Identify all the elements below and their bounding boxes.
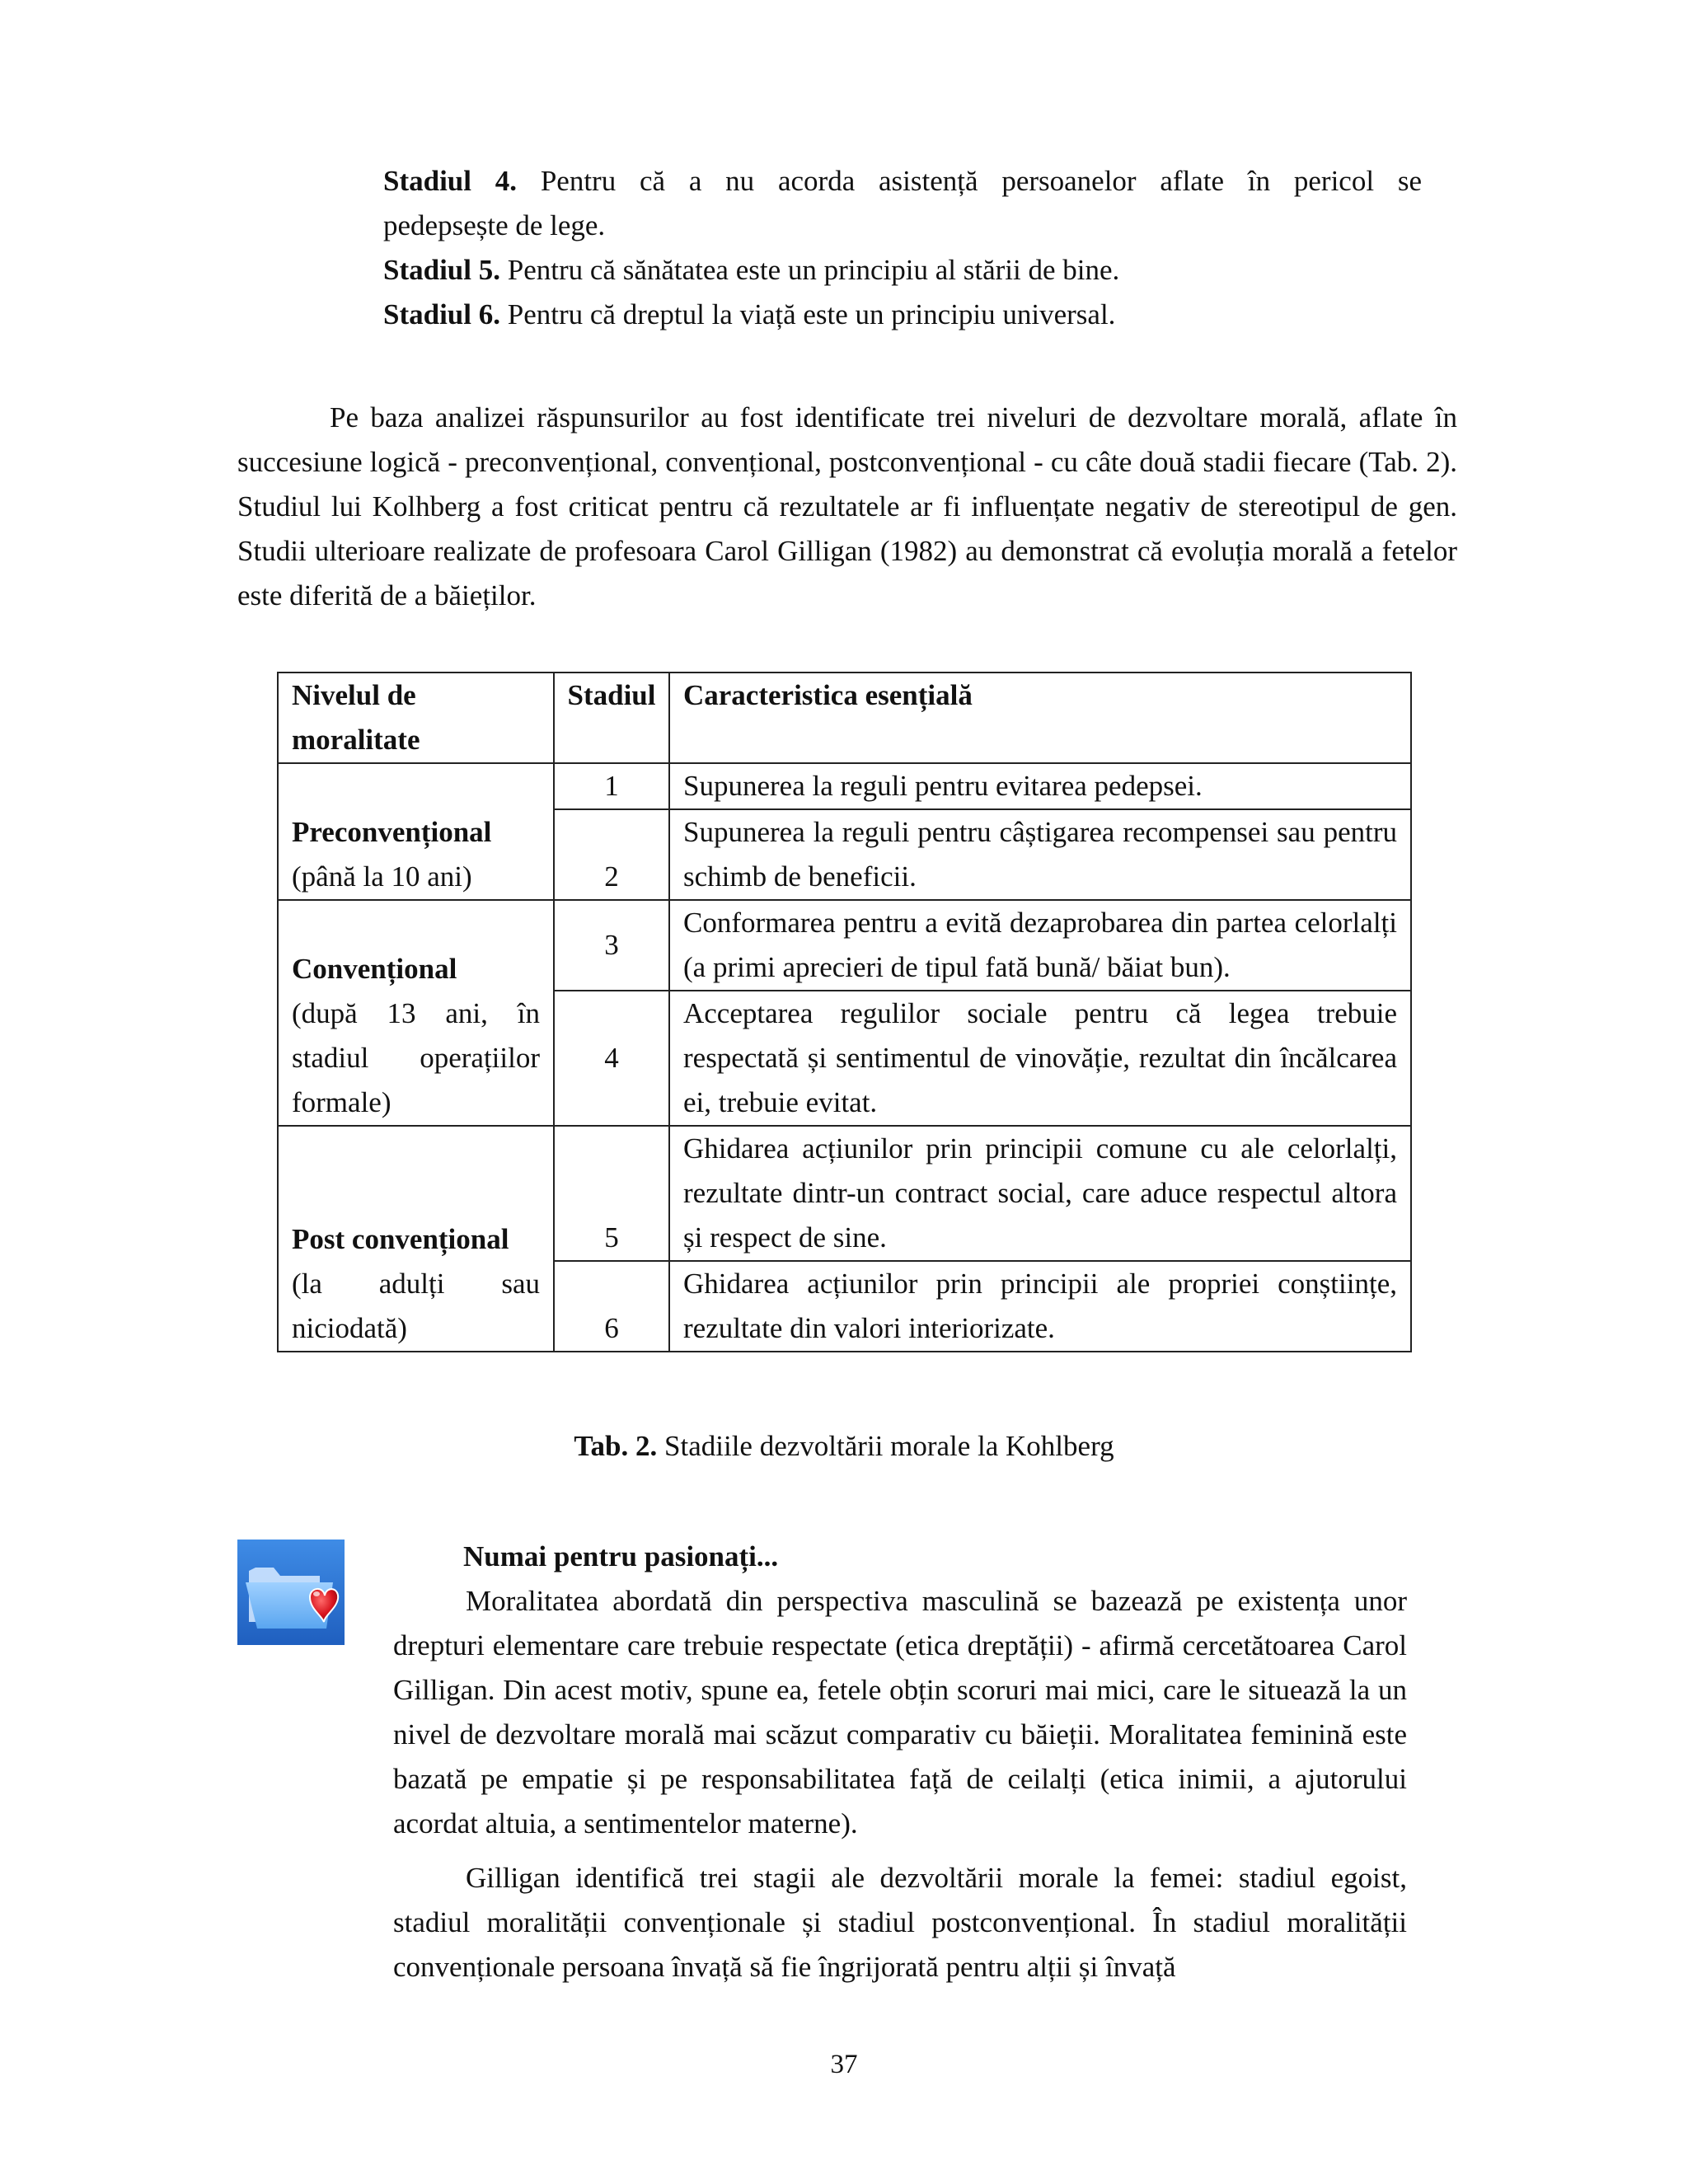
stage-number: 1 bbox=[554, 763, 669, 809]
level-preconventional bbox=[278, 763, 554, 900]
header-caracteristica: Caracteristica esențială bbox=[669, 673, 1411, 763]
aside-paragraph-1: Moralitatea abordată din perspectiva masculină se bazează pe existența unor drepturi elementare care trebuie respectate (etica dreptății) - afirmă cercetătoarea Carol Gilligan. Din acest motiv, spune ea, fetele obțin scoruri mai mici, care le situează la un nivel de dezvoltare morală mai scăzut comparativ cu băieții. Moralitatea feminină este bazată pe empatie și pe responsabilitatea față de ceilalți (etica inimii, a ajutorului acordat altuia, a sentimentelor materne). bbox=[393, 1585, 1407, 1840]
aside-paragraph-2: Gilligan identifică trei stagii ale dezvoltării morale la femei: stadiul egoist, stadiul moralității convenționale și stadiul postconvențional. În stadiul moralității convenționale persoana învață să fie îngrijorată pentru alții și învață bbox=[393, 1862, 1407, 1983]
stadiu-4-line bbox=[383, 159, 1422, 204]
stadiu-4-label: Stadiul 4. bbox=[383, 165, 518, 197]
stadiu-5-line bbox=[383, 248, 1422, 293]
level-conventional bbox=[278, 900, 554, 1126]
table-caption bbox=[0, 1424, 1688, 1469]
stage-number: 5 bbox=[554, 1126, 669, 1261]
header-stadiul: Stadiul bbox=[554, 673, 669, 763]
table-row bbox=[278, 763, 1411, 809]
caption-label: Tab. 2. bbox=[574, 1430, 658, 1462]
stage-description: Supunerea la reguli pentru evitarea pedepsei. bbox=[669, 763, 1411, 809]
stage-number: 2 bbox=[554, 809, 669, 900]
kohlberg-stages-table bbox=[277, 672, 1412, 1352]
level-detail: (după 13 ani, în stadiul operațiilor formale) bbox=[292, 997, 540, 1118]
stage-number: 6 bbox=[554, 1261, 669, 1352]
level-name: Post convențional bbox=[292, 1223, 509, 1255]
caption-text: Stadiile dezvoltării morale la Kohlberg bbox=[657, 1430, 1114, 1462]
stage-description: Ghidarea acțiunilor prin principii ale propriei conștiințe, rezultate din valori interiorizate. bbox=[669, 1261, 1411, 1352]
page-number: 37 bbox=[830, 2050, 858, 2079]
aside-title: Numai pentru pasionați... bbox=[463, 1540, 779, 1572]
stadiu-6-text: Pentru că dreptul la viață este un principiu universal. bbox=[500, 298, 1116, 330]
stadii-list bbox=[383, 159, 1422, 337]
stage-description: Supunerea la reguli pentru câștigarea recompensei sau pentru schimb de beneficii. bbox=[669, 809, 1411, 900]
stadiu-4-text: Pentru că a nu acorda asistență persoanelor aflate în pericol se bbox=[517, 165, 1423, 197]
header-nivel: Nivelul de moralitate bbox=[278, 673, 554, 763]
stadiu-4-continuation: pedepsește de lege. bbox=[383, 209, 606, 241]
table-header-row bbox=[278, 673, 1411, 763]
level-detail: (la adulți sau niciodată) bbox=[292, 1268, 540, 1344]
stadiu-5-label: Stadiul 5. bbox=[383, 254, 500, 286]
stage-description: Ghidarea acțiunilor prin principii comune cu ale celorlalți, rezultate dintr-un contract social, care aduce respectul altora și respect de sine. bbox=[669, 1126, 1411, 1261]
level-post-conventional bbox=[278, 1126, 554, 1352]
folder-heart-icon bbox=[237, 1540, 345, 1645]
stage-number: 4 bbox=[554, 991, 669, 1126]
stage-description: Conformarea pentru a evită dezaprobarea din partea celorlalți (a primi aprecieri de tipul fată bună/ băiat bun). bbox=[669, 900, 1411, 991]
level-name: Convențional bbox=[292, 953, 457, 985]
main-paragraph: Pe baza analizei răspunsurilor au fost identificate trei niveluri de dezvoltare morală, aflate în succesiune logică - preconvențional, convențional, postconvențional - cu câte două stadii fiecare (Tab. 2). Studiul lui Kolhberg a fost criticat pentru că rezultatele ar fi influențate negativ de stereotipul de gen. Studii ulterioare realizate de profesoara Carol Gilligan (1982) au demonstrat că evoluția morală a fetelor este diferită de a băieților. bbox=[237, 401, 1457, 612]
stadiu-6-label: Stadiul 6. bbox=[383, 298, 500, 330]
stage-description: Acceptarea regulilor sociale pentru că legea trebuie respectată și sentimentul de vinovăție, rezultat din încălcarea ei, trebuie evitat. bbox=[669, 991, 1411, 1126]
level-name: Preconvențional bbox=[292, 816, 492, 848]
table-row bbox=[278, 900, 1411, 991]
level-detail: (până la 10 ani) bbox=[292, 860, 472, 893]
table-row bbox=[278, 1126, 1411, 1261]
stage-number: 3 bbox=[554, 900, 669, 991]
stadiu-6-line bbox=[383, 293, 1422, 337]
stadiu-5-text: Pentru că sănătatea este un principiu al stării de bine. bbox=[500, 254, 1120, 286]
